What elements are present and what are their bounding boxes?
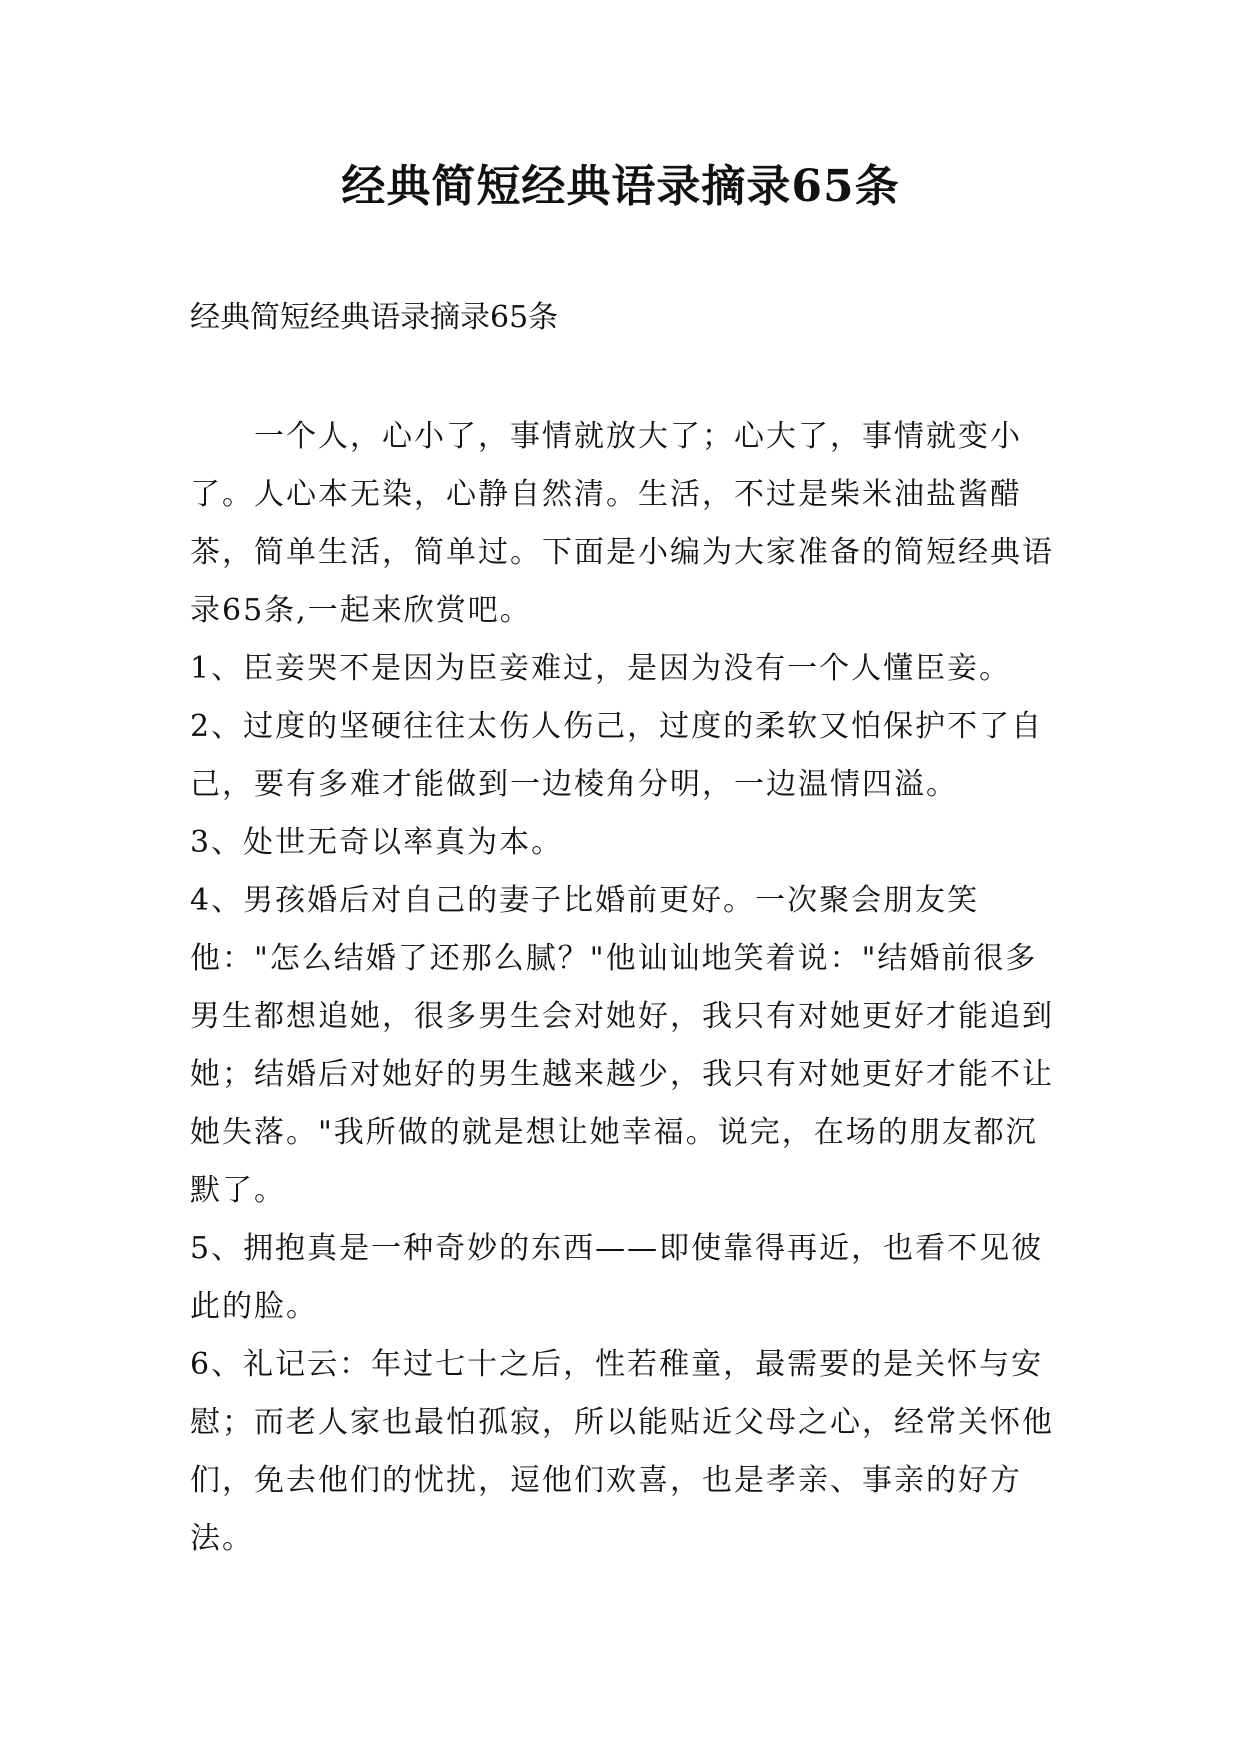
quote-item-5: 5、拥抱真是一种奇妙的东西——即使靠得再近，也看不见彼此的脸。 bbox=[190, 1231, 1044, 1324]
intro-paragraph: 一个人，心小了，事情就放大了；心大了，事情就变小了。人心本无染，心静自然清。生活，不过是柴米油盐酱醋茶，简单生活，简单过。下面是小编为大家准备的简短经典语录65条,一起来欣赏吧。 bbox=[190, 419, 1054, 628]
page-title: 经典简短经典语录摘录65条 bbox=[341, 161, 900, 212]
quote-item-6: 6、礼记云：年过七十之后，性若稚童，最需要的是关怀与安慰；而老人家也最怕孤寂，所以能贴近父母之心，经常关怀他们，免去他们的忧扰，逗他们欢喜，也是孝亲、事亲的好方法。 bbox=[190, 1347, 1054, 1556]
subtitle: 经典简短经典语录摘录65条 bbox=[190, 300, 559, 335]
quote-item-3: 3、处世无奇以率真为本。 bbox=[190, 825, 564, 860]
body-text bbox=[190, 408, 1060, 1568]
quote-item-4: 4、男孩婚后对自己的妻子比婚前更好。一次聚会朋友笑他："怎么结婚了还那么腻？"他讪讪地笑着说："结婚前很多男生都想追她，很多男生会对她好，我只有对她更好才能追到她；结婚后对她好的男生越来越少，我只有对她更好才能不让她失落。"我所做的就是想让她幸福。说完，在场的朋友都沉默了。 bbox=[190, 883, 1054, 1208]
quote-item-1: 1、臣妾哭不是因为臣妾难过，是因为没有一个人懂臣妾。 bbox=[190, 651, 1012, 686]
quote-item-2: 2、过度的坚硬往往太伤人伤己，过度的柔软又怕保护不了自己，要有多难才能做到一边棱角分明，一边温情四溢。 bbox=[190, 709, 1044, 802]
